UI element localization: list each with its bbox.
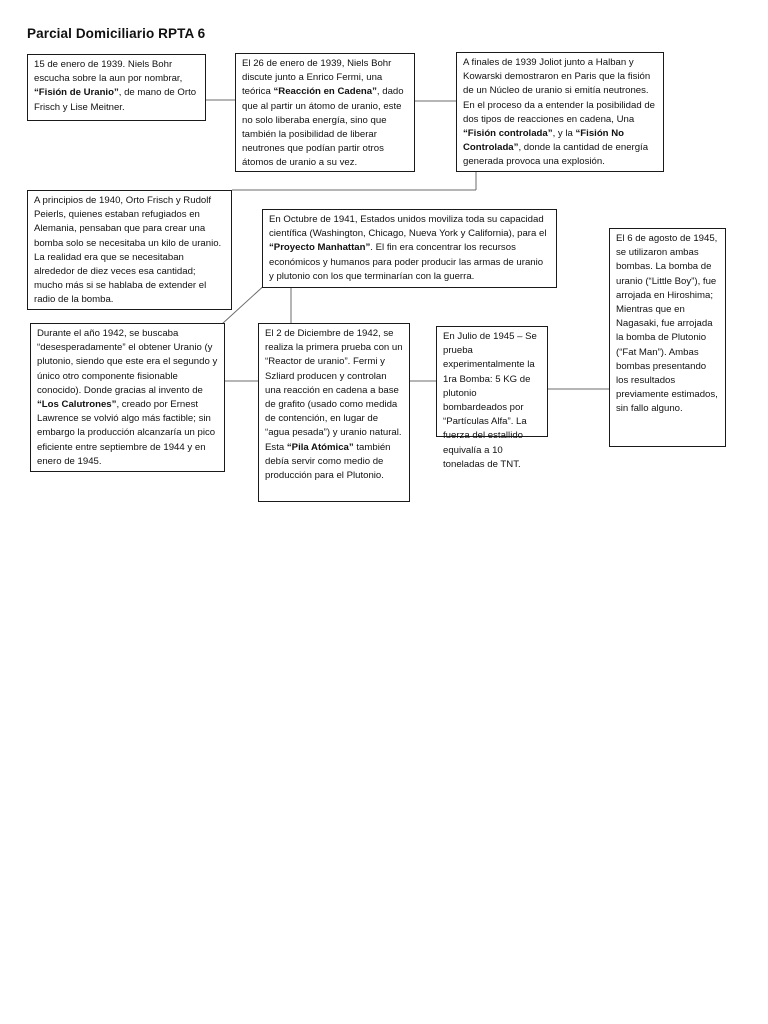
body-text: A finales de 1939 Joliot junto a Halban y Kowarski demostraron en Paris que la fisión de un Núcleo de uranio si emitía neutrones. En el proceso da a entender la posibilidad de dos tipos de reacciones en cadena, Una xyxy=(463,57,656,125)
event-box-1945-july xyxy=(436,326,548,470)
highlight-text: “Fisión controlada” xyxy=(463,128,553,140)
event-box-1939-january-15 xyxy=(27,54,206,121)
body-text: , y la xyxy=(552,128,576,140)
page-title: Parcial Domiciliario RPTA 6 xyxy=(27,26,206,41)
body-text: . El fin era concentrar los recursos económicos y humanos para poder producir las armas de uranio y plutonio con los que terminarían con la guerra. xyxy=(269,242,544,282)
body-text: El 2 de Diciembre de 1942, se realiza la primera prueba con un “Reactor de uranio”. Fermi y Szliard producen y controlan una reacción en cadena a base de grafito (usado como medida de contención, en lugar de “agua pesada”) y uranio natural. Esta xyxy=(265,328,403,453)
body-text: Durante el año 1942, se buscaba “desesperadamente” el obtener Uranio (y plutonio, siendo que este era el segundo y único otro componente fisionable conocido). Donde gracias al invento de xyxy=(37,328,218,396)
event-box-1942-december-2 xyxy=(258,323,410,502)
highlight-text: “Fisión de Uranio” xyxy=(34,87,119,99)
body-text: A principios de 1940, Orto Frisch y Rudolf Peierls, quienes estaban refugiados en Alemania, pensaban que para crear una bomba solo se necesitaba un kilo de uranio. La realidad era que se necesitaban alrededor de diez veces esa cantidad; mucho más si se hablaba de extender el radio de la bomba. xyxy=(34,195,222,306)
body-text: , donde la cantidad de energía generada provoca una explosión. xyxy=(463,142,649,168)
body-text: En Octubre de 1941, Estados unidos moviliza toda su capacidad científica (Washington, Chicago, Nueva York y California), para el xyxy=(269,214,547,240)
event-box-1945-august-6 xyxy=(609,228,726,447)
highlight-text: “Pila Atómica” xyxy=(286,441,354,453)
body-text: El 6 de agosto de 1945, se utilizaron ambas bombas. La bomba de uranio (“Little Boy”), fue arrojada en Hiroshima; Mientras que en Nagasaki, fue arrojada la bomba de Plutonio (“Fat Man”). Ambas bombas presentando los resultados previamente estimados, sin fallo alguno. xyxy=(616,233,718,415)
body-text: también debía servir como medio de producción para el Plutonio. xyxy=(265,441,391,482)
body-text: El 26 de enero de 1939, Niels Bohr discute junto a Enrico Fermi, una teórica xyxy=(242,58,392,98)
highlight-text: “Los Calutrones” xyxy=(37,399,117,411)
event-box-1942 xyxy=(30,323,225,472)
highlight-text: “Reacción en Cadena” xyxy=(273,86,377,98)
event-box-1941-october xyxy=(262,209,557,288)
body-text: , de mano de Orto Frisch y Lise Meitner. xyxy=(34,87,197,113)
event-box-1940 xyxy=(27,190,232,310)
event-box-1939-late xyxy=(456,52,664,172)
highlight-text: “Proyecto Manhattan” xyxy=(269,242,371,254)
body-text: En Julio de 1945 – Se prueba experimentalmente la 1ra Bomba: 5 KG de plutonio bombardeados por “Partículas Alfa”. La fuerza del estallido equivalía a 10 toneladas de TNT. xyxy=(443,331,537,470)
body-text: 15 de enero de 1939. Niels Bohr escucha sobre la aun por nombrar, xyxy=(34,59,183,85)
highlight-text: “Fisión No Controlada” xyxy=(463,128,624,154)
event-box-1939-january-26 xyxy=(235,53,415,172)
body-text: , creado por Ernest Lawrence se volvió algo más factible; sin embargo la producción alcanzaría un pico eficiente entre septiembre de 1944 y en enero de 1945. xyxy=(37,399,216,467)
body-text: , dado que al partir un átomo de uranio, este no solo liberaba energía, sino que también la posibilidad de liberar neutrones que podían partir otros átomos de uranio a su vez. xyxy=(242,86,404,169)
